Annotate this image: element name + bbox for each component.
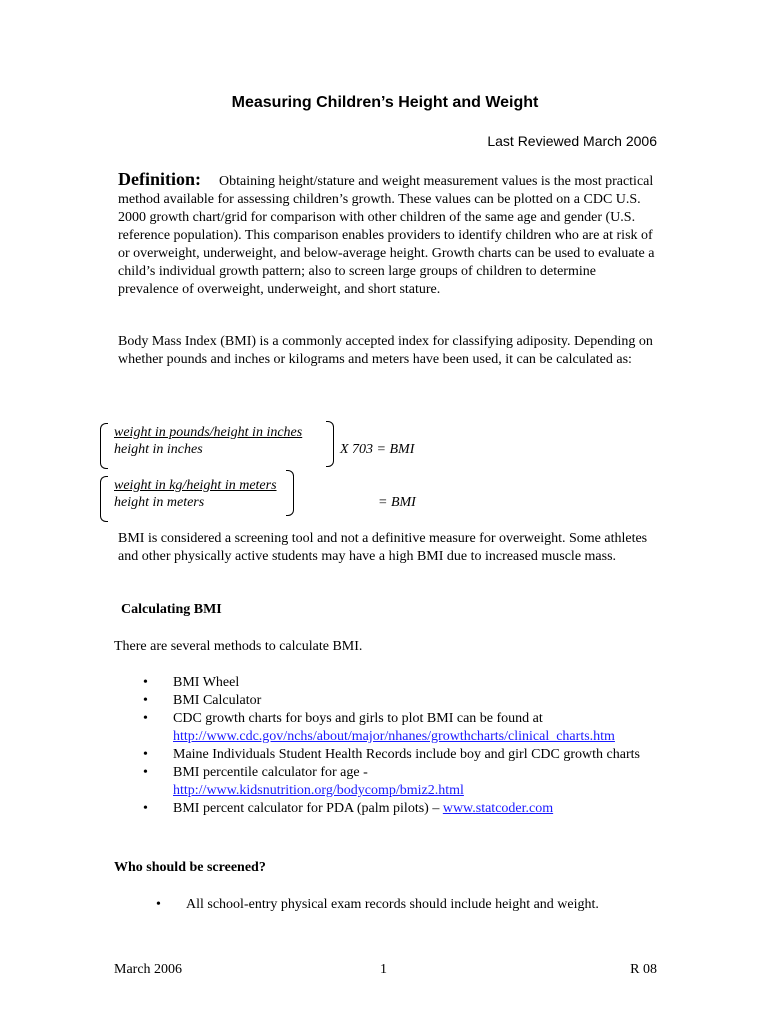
formula-2-result: = BMI (378, 495, 416, 510)
bmi-methods-list (143, 674, 663, 818)
definition-paragraph (118, 170, 658, 299)
bmi-percentile-calculator-link[interactable]: http://www.kidsnutrition.org/bodycomp/bmiz2.html (173, 783, 464, 798)
formula-1-numerator: weight in pounds/height in inches (114, 425, 303, 440)
definition-label: Definition: (118, 169, 201, 189)
screening-note-paragraph: BMI is considered a screening tool and not a definitive measure for overweight. Some athletes and other physically active students may have a high BMI due to increased muscle mass. (118, 531, 648, 564)
calculating-bmi-heading: Calculating BMI (121, 602, 222, 617)
page-title: Measuring Children’s Height and Weight (231, 94, 539, 111)
methods-intro: There are several methods to calculate BMI. (114, 639, 363, 654)
formula-1-left-bracket (100, 423, 108, 469)
formula-2-left-bracket (100, 476, 108, 522)
formula-2-numerator: weight in kg/height in meters (114, 478, 277, 493)
list-item: • BMI Wheel (143, 674, 663, 692)
formula-1-right-bracket (326, 421, 334, 467)
formula-2-denominator: height in meters (114, 495, 205, 510)
who-screened-heading: Who should be screened? (114, 860, 266, 875)
list-item: • BMI percent calculator for PDA (palm pilots) – www.statcoder.com (143, 800, 663, 818)
list-item: • Maine Individuals Student Health Records include boy and girl CDC growth charts (143, 746, 663, 764)
list-item: • BMI Calculator (143, 692, 663, 710)
statcoder-link[interactable]: www.statcoder.com (442, 801, 554, 816)
last-reviewed-date: Last Reviewed March 2006 (487, 133, 657, 149)
list-item: • BMI percentile calculator for age - http://www.kidsnutrition.org/bodycomp/bmiz2.html (143, 764, 663, 800)
footer-page-number: 1 (380, 962, 387, 977)
definition-text: Obtaining height/stature and weight measurement values is the most practical method available for assessing children’s growth. These values can be plotted on a CDC U.S. 2000 growth chart/grid for comparison with other children of the same age and gender (U.S. reference population). This comparison enables providers to identify children who are at risk of or overweight, underweight, and below-average height. Growth charts can be used to evaluate a child’s individual growth pattern; also to screen large groups of children to determine prevalence of overweight, underweight, and short stature. (118, 174, 655, 297)
formula-2 (100, 470, 294, 520)
list-item: • All school-entry physical exam records should include height and weight. (156, 896, 676, 914)
who-screened-list (156, 896, 676, 914)
formula-1-denominator: height in inches (114, 442, 203, 457)
formula-1 (100, 421, 334, 467)
formula-1-result: X 703 = BMI (340, 442, 415, 457)
formula-2-right-bracket (286, 470, 294, 516)
footer-code: R 08 (630, 962, 657, 977)
bmi-intro-paragraph: Body Mass Index (BMI) is a commonly accepted index for classifying adiposity. Depending on whether pounds and inches or kilograms and meters have been used, it can be calculated as: (118, 334, 653, 367)
footer-date: March 2006 (114, 962, 183, 977)
cdc-growth-charts-link[interactable]: http://www.cdc.gov/nchs/about/major/nhanes/growthcharts/clinical_charts.htm (173, 729, 615, 744)
list-item: • CDC growth charts for boys and girls to plot BMI can be found at http://www.cdc.gov/nchs/about/major/nhanes/growthcharts/clinical_charts.htm (143, 710, 663, 746)
